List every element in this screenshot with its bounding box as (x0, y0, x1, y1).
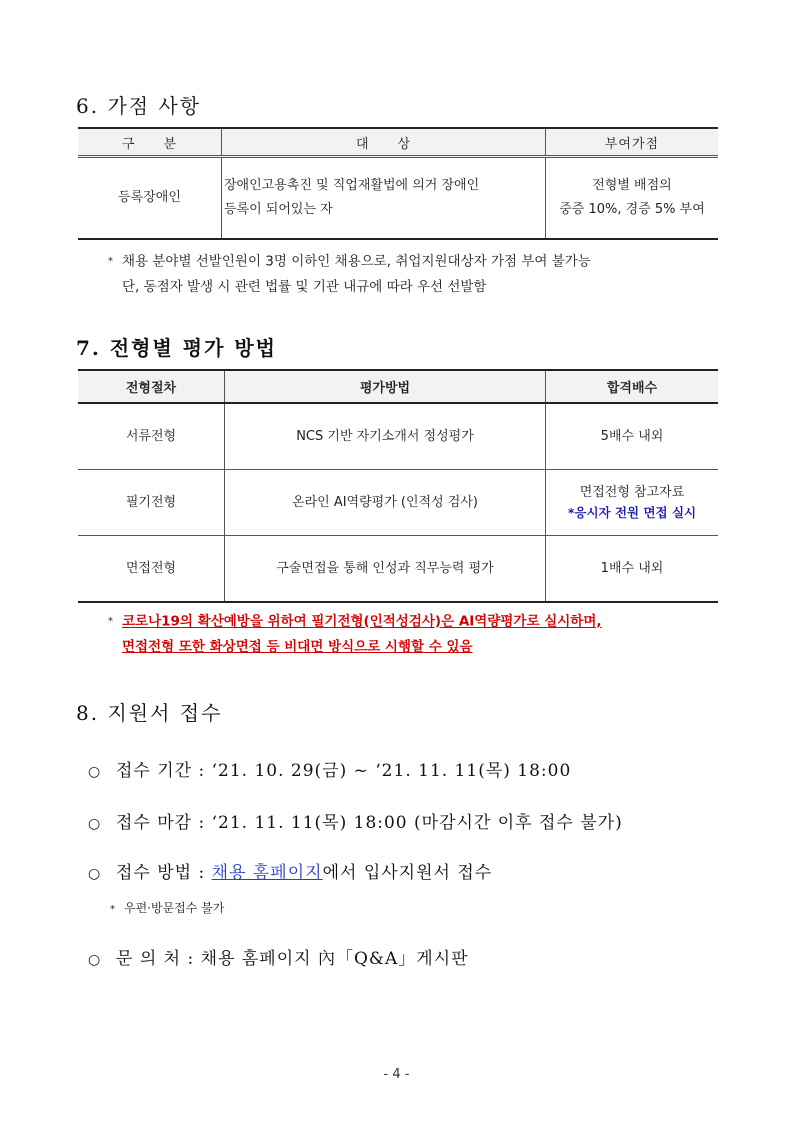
contact-text: 문 의 처 : 채용 홈페이지 內「Q&A」게시판 (116, 949, 469, 969)
interview-note: *응시자 전원 면접 실시 (567, 504, 697, 520)
cell-multiple: 1배수 내외 (546, 536, 719, 603)
note-star: * (108, 256, 113, 267)
note-star: * (110, 904, 115, 915)
section7-title: 7. 전형별 평가 방법 (76, 336, 278, 360)
note-star: * (108, 616, 113, 627)
cell-stage: 필기전형 (78, 470, 225, 536)
cell-multiple (546, 470, 719, 536)
apply-method-note (110, 899, 224, 916)
table-row (78, 157, 718, 240)
table-header-row (78, 370, 718, 403)
covid-note-line2: 면접전형 또한 화상면접 등 비대면 방식으로 시행할 수 있음 (122, 638, 473, 655)
bullet-icon: ○ (88, 816, 102, 832)
cell-stage: 면접전형 (78, 536, 225, 603)
bullet-icon: ○ (88, 952, 102, 968)
apply-method-suffix: 에서 입사지원서 접수 (322, 863, 493, 883)
multiple-text: 면접전형 참고자료 (579, 484, 685, 500)
section6-note (108, 249, 591, 300)
section8-title: 8. 지원서 접수 (76, 701, 223, 725)
table-row (78, 536, 718, 603)
cell-method: 온라인 AI역량평가 (인적성 검사) (225, 470, 546, 536)
target-line1: 장애인고용촉진 및 직업재활법에 의거 장애인 (224, 178, 480, 193)
points-line1: 전형별 배점의 (592, 178, 672, 193)
apply-method-prefix: 접수 방법 : (116, 863, 212, 883)
apply-period (88, 756, 571, 781)
cell-category: 등록장애인 (78, 157, 222, 240)
section6-title: 6. 가점 사항 (76, 94, 202, 118)
cell-method: 구술면접을 통해 인성과 직무능력 평가 (225, 536, 546, 603)
header-stage: 전형절차 (78, 370, 225, 403)
note-line1: 채용 분야별 선발인원이 3명 이하인 채용으로, 취업지원대상자 가점 부여 불가능 (122, 253, 591, 270)
points-line2: 중증 10%, 경증 5% 부여 (559, 202, 705, 217)
cell-target (222, 157, 546, 240)
contact (88, 944, 469, 969)
header-target: 대 상 (222, 128, 546, 157)
apply-method-note-text: 우편·방문접수 불가 (124, 901, 225, 915)
apply-deadline (88, 808, 623, 833)
header-points: 부여가점 (546, 128, 719, 157)
evaluation-table (78, 369, 718, 603)
table-row (78, 403, 718, 470)
cell-method: NCS 기반 자기소개서 정성평가 (225, 403, 546, 470)
apply-deadline-text: 접수 마감 : ‘21. 11. 11(목) 18:00 (마감시간 이후 접수 불가) (116, 813, 623, 833)
table-row (78, 470, 718, 536)
covid-note-line1: 코로나19의 확산예방을 위하여 필기전형(인적성검사)은 AI역량평가로 실시하며, (122, 613, 602, 630)
header-multiple: 합격배수 (546, 370, 719, 403)
cell-points (546, 157, 719, 240)
recruit-homepage-link[interactable]: 채용 홈페이지 (211, 863, 323, 883)
apply-method (88, 858, 492, 883)
header-method: 평가방법 (225, 370, 546, 403)
bullet-icon: ○ (88, 764, 102, 780)
bonus-table (78, 127, 718, 240)
note-line2: 단, 동점자 발생 시 관련 법률 및 기관 내규에 따라 우선 선발함 (122, 278, 487, 295)
apply-period-text: 접수 기간 : ‘21. 10. 29(금) ~ ‘21. 11. 11(목) 18:00 (116, 761, 572, 781)
header-category: 구 분 (78, 128, 222, 157)
bullet-icon: ○ (88, 866, 102, 882)
target-line2: 등록이 되어있는 자 (224, 202, 333, 217)
cell-multiple: 5배수 내외 (546, 403, 719, 470)
cell-stage: 서류전형 (78, 403, 225, 470)
section7-note (108, 609, 602, 660)
page-number: - 4 - (383, 1067, 410, 1082)
table-header-row (78, 128, 718, 157)
